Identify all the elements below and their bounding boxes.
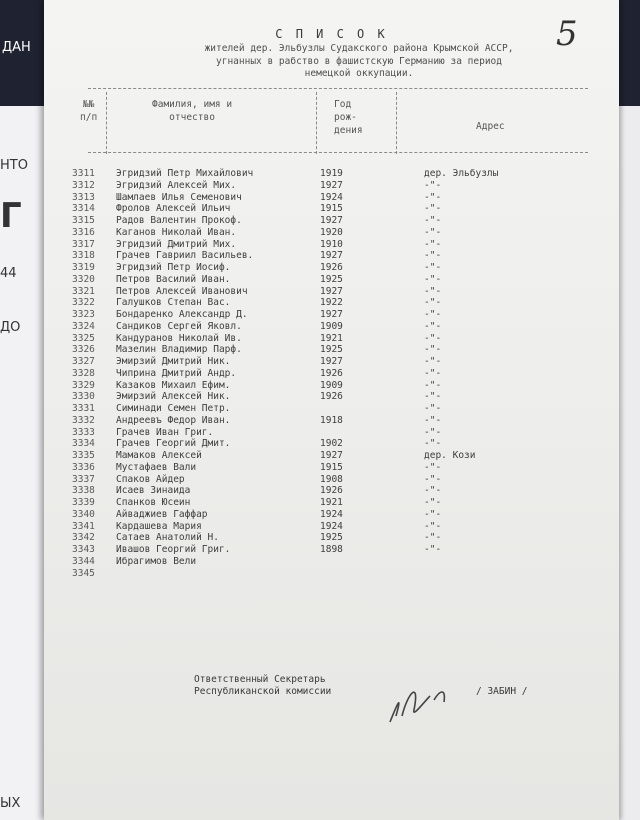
record-name: Чиприна Дмитрий Андр. — [116, 367, 237, 379]
table-row — [44, 391, 619, 403]
record-address: -"- — [424, 367, 442, 379]
record-number: 3317 — [72, 238, 95, 250]
record-birth-year: 1909 — [320, 320, 343, 332]
table-row — [44, 215, 619, 227]
record-number: 3341 — [72, 520, 95, 532]
table-row — [44, 192, 619, 204]
record-name: Радов Валентин Прокоф. — [116, 215, 242, 226]
record-address: -"- — [424, 250, 442, 262]
page-number: 5 — [556, 14, 578, 54]
record-name: Грачев Иван Григ. — [116, 426, 214, 438]
record-address: -"- — [424, 179, 442, 191]
table-row — [44, 297, 619, 309]
table-row — [44, 203, 619, 215]
record-number: 3316 — [72, 226, 95, 238]
record-name: Эмирзий Алексей Ник. — [116, 391, 231, 403]
record-address: -"- — [424, 461, 442, 473]
record-name: Петров Алексей Иванович — [116, 285, 248, 297]
side-fragment-5[interactable]: ЫХ — [0, 796, 21, 811]
record-name: Исаев Зинаида — [116, 485, 191, 497]
table-row — [44, 321, 619, 333]
table-row — [44, 227, 619, 239]
record-birth-year: 1927 — [320, 356, 343, 367]
record-number: 3329 — [72, 379, 95, 391]
record-number: 3312 — [72, 179, 95, 191]
header-rule-top — [88, 88, 588, 89]
record-number: 3338 — [72, 485, 95, 497]
table-row — [44, 568, 619, 580]
record-number: 3332 — [72, 414, 95, 426]
column-header-number — [80, 98, 97, 124]
record-number: 3319 — [72, 262, 95, 273]
record-name: Эгридзий Петр Михайлович — [116, 168, 254, 179]
record-birth-year: 1926 — [320, 262, 343, 273]
record-address: -"- — [424, 532, 442, 544]
column-header-year-line: рож- — [334, 112, 357, 123]
table-row — [44, 168, 619, 180]
record-name: Эгридзий Алексей Мих. — [116, 179, 237, 191]
table-row — [44, 485, 619, 497]
record-number: 3327 — [72, 356, 95, 367]
record-number: 3328 — [72, 367, 95, 379]
header-rule-bottom — [88, 152, 588, 153]
record-number: 3315 — [72, 215, 95, 226]
record-birth-year: 1925 — [320, 532, 343, 544]
record-birth-year: 1924 — [320, 508, 343, 520]
record-address: -"- — [424, 285, 442, 297]
record-birth-year: 1921 — [320, 332, 343, 344]
table-row — [44, 356, 619, 368]
record-name: Спанков Юсеин — [116, 497, 191, 508]
column-header-year-line: дения — [334, 125, 363, 136]
record-address: -"- — [424, 344, 442, 356]
record-number: 3313 — [72, 191, 95, 203]
record-address: -"- — [424, 391, 442, 403]
table-row — [44, 262, 619, 274]
record-number: 3335 — [72, 450, 95, 461]
table-row — [44, 380, 619, 392]
record-address: -"- — [424, 520, 442, 532]
record-name: Сатаев Анатолий Н. — [116, 532, 219, 544]
record-address: -"- — [424, 332, 442, 344]
column-header-number-line: №№ — [82, 99, 95, 110]
record-address: -"- — [424, 508, 442, 520]
header-fragment-text: ДАН — [2, 40, 31, 55]
signature-line-1: Ответственный Секретарь — [194, 674, 326, 685]
record-birth-year: 1927 — [320, 250, 343, 262]
heading-line-2: угнанных в рабство в фашистскую Германию за период — [216, 55, 502, 67]
record-birth-year: 1910 — [320, 238, 343, 250]
record-birth-year: 1926 — [320, 391, 343, 403]
record-birth-year: 1924 — [320, 520, 343, 532]
table-row — [44, 474, 619, 486]
record-birth-year: 1927 — [320, 215, 343, 226]
record-address: -"- — [424, 403, 442, 414]
heading-line-1: жителей дер. Эльбузлы Судакского района Крымской АССР, — [204, 43, 514, 54]
record-name: Эгридзий Петр Иосиф. — [116, 262, 231, 273]
record-address: -"- — [424, 414, 442, 426]
record-name: Кандуранов Николай Ив. — [116, 332, 242, 344]
record-name: Ивашов Георгий Григ. — [116, 544, 231, 555]
record-birth-year: 1908 — [320, 473, 343, 485]
table-row — [44, 556, 619, 568]
table-row — [44, 521, 619, 533]
record-birth-year: 1921 — [320, 497, 343, 508]
record-address: -"- — [424, 497, 442, 508]
record-birth-year: 1926 — [320, 367, 343, 379]
record-address: -"- — [424, 356, 442, 367]
signature-line-2: Республиканской комиссии — [194, 686, 332, 697]
table-row — [44, 497, 619, 509]
column-header-address-line: Адрес — [476, 121, 505, 132]
record-address: -"- — [424, 297, 442, 309]
record-name: Галушков Степан Вас. — [116, 297, 231, 309]
side-fragment-1[interactable]: НТО — [0, 158, 28, 173]
record-name: Ибрагимов Вели — [116, 555, 197, 567]
record-address: -"- — [424, 203, 442, 215]
table-row — [44, 415, 619, 427]
record-name: Сандиков Сергей Яковл. — [116, 320, 242, 332]
record-name: Петров Василий Иван. — [116, 273, 231, 285]
record-name: Грачев Гавриил Васильев. — [116, 250, 254, 262]
table-row — [44, 344, 619, 356]
record-number: 3326 — [72, 344, 95, 356]
column-header-name — [152, 98, 232, 124]
record-number: 3320 — [72, 273, 95, 285]
table-row — [44, 509, 619, 521]
handwritten-signature — [384, 672, 464, 732]
table-row — [44, 333, 619, 345]
record-number: 3342 — [72, 532, 95, 544]
record-number: 3321 — [72, 285, 95, 297]
record-address: -"- — [424, 438, 442, 450]
record-number: 3343 — [72, 544, 95, 555]
document-page — [44, 0, 619, 820]
column-header-name-line: отчество — [169, 112, 215, 123]
table-row — [44, 274, 619, 286]
record-name: Мустафаев Вали — [116, 461, 197, 473]
record-address: дер. Кози — [424, 450, 476, 461]
column-header-year-line: Год — [334, 99, 352, 110]
record-address: -"- — [424, 426, 442, 438]
side-fragment-4[interactable]: ДО — [0, 320, 21, 335]
table-row — [44, 462, 619, 474]
column-header-number-line: п/п — [80, 112, 98, 123]
record-number: 3311 — [72, 168, 95, 179]
record-name: Фролов Алексей Ильич — [116, 203, 231, 215]
table-row — [44, 180, 619, 192]
record-number: 3318 — [72, 250, 95, 262]
table-row — [44, 239, 619, 251]
record-name: Каганов Николай Иван. — [116, 226, 237, 238]
table-row — [44, 309, 619, 321]
record-address: -"- — [424, 191, 442, 203]
column-separator — [106, 92, 107, 154]
record-number: 3340 — [72, 508, 95, 520]
side-fragment-2: Г — [0, 196, 22, 236]
table-row — [44, 438, 619, 450]
table-row — [44, 250, 619, 262]
record-birth-year: 1927 — [320, 450, 343, 461]
record-address: -"- — [424, 273, 442, 285]
record-number: 3323 — [72, 309, 95, 320]
record-number: 3336 — [72, 461, 95, 473]
record-number: 3333 — [72, 426, 95, 438]
column-header-name-line: Фамилия, имя и — [152, 99, 233, 110]
right-panel-background — [616, 106, 640, 820]
signature-block — [194, 674, 331, 698]
table-row — [44, 286, 619, 298]
record-number: 3331 — [72, 403, 95, 414]
table-row — [44, 532, 619, 544]
column-separator — [316, 92, 317, 154]
record-number: 3314 — [72, 203, 95, 215]
record-name: Айваджиев Гаффар — [116, 508, 208, 520]
record-name: Симинади Семен Петр. — [116, 403, 231, 414]
record-number: 3325 — [72, 332, 95, 344]
record-name: Грачев Георгий Дмит. — [116, 438, 231, 450]
document-title: С П И С О К — [275, 27, 388, 41]
record-name: Эгридзий Дмитрий Мих. — [116, 238, 237, 250]
table-row — [44, 450, 619, 462]
record-address: дер. Эльбузлы — [424, 168, 499, 179]
record-address: -"- — [424, 226, 442, 238]
record-name: Казаков Михаил Ефим. — [116, 379, 231, 391]
record-address: -"- — [424, 485, 442, 497]
column-header-address — [476, 120, 505, 133]
record-birth-year: 1898 — [320, 544, 343, 555]
document-heading — [144, 43, 574, 81]
table-row — [44, 427, 619, 439]
record-birth-year: 1920 — [320, 226, 343, 238]
record-name: Мазелин Владимир Парф. — [116, 344, 242, 356]
record-number: 3344 — [72, 555, 95, 567]
record-birth-year: 1924 — [320, 191, 343, 203]
record-birth-year: 1925 — [320, 344, 343, 356]
record-birth-year: 1926 — [320, 485, 343, 497]
record-address: -"- — [424, 544, 442, 555]
record-birth-year: 1909 — [320, 379, 343, 391]
signatory-name: / ЗАБИН / — [476, 686, 528, 697]
record-number: 3339 — [72, 497, 95, 508]
record-number: 3334 — [72, 438, 95, 450]
record-name: Эмирзий Дмитрий Ник. — [116, 356, 231, 367]
record-birth-year: 1918 — [320, 414, 343, 426]
heading-line-3: немецкой оккупации. — [304, 68, 414, 79]
record-number: 3337 — [72, 473, 95, 485]
record-address: -"- — [424, 309, 442, 320]
record-address: -"- — [424, 473, 442, 485]
left-panel-background — [0, 106, 48, 820]
side-fragment-3: 44 — [0, 266, 17, 281]
table-row — [44, 403, 619, 415]
record-birth-year: 1927 — [320, 309, 343, 320]
record-birth-year: 1927 — [320, 285, 343, 297]
record-name: Мамаков Алексей — [116, 450, 202, 461]
table-row — [44, 544, 619, 556]
column-separator — [396, 92, 397, 154]
record-name: Шамлаев Илья Семенович — [116, 191, 242, 203]
record-number: 3330 — [72, 391, 95, 403]
record-name: Андреевъ Федор Иван. — [116, 414, 231, 426]
record-number: 3322 — [72, 297, 95, 309]
record-birth-year: 1915 — [320, 203, 343, 215]
record-address: -"- — [424, 320, 442, 332]
record-address: -"- — [424, 215, 442, 226]
record-name: Спаков Айдер — [116, 473, 185, 485]
record-birth-year: 1925 — [320, 273, 343, 285]
table-row — [44, 368, 619, 380]
record-number: 3324 — [72, 320, 95, 332]
record-address: -"- — [424, 238, 442, 250]
record-address: -"- — [424, 379, 442, 391]
record-address: -"- — [424, 262, 442, 273]
record-birth-year: 1915 — [320, 461, 343, 473]
record-birth-year: 1922 — [320, 297, 343, 309]
record-name: Кардашева Мария — [116, 520, 202, 532]
record-birth-year: 1927 — [320, 179, 343, 191]
column-header-year — [334, 98, 363, 137]
record-birth-year: 1919 — [320, 168, 343, 179]
record-birth-year: 1902 — [320, 438, 343, 450]
record-number: 3345 — [72, 567, 95, 579]
record-name: Бондаренко Александр Д. — [116, 309, 248, 320]
